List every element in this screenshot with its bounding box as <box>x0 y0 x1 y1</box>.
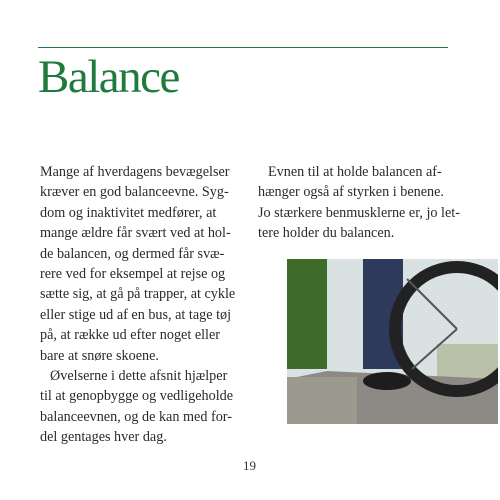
text-line: del gentages hver dag. <box>40 429 167 446</box>
photo-shoe <box>363 372 411 390</box>
text-line: til at genopbygge og vedligeholde <box>40 388 234 405</box>
text-line: på, at række ud efter noget eller <box>40 327 221 344</box>
text-line: kræver en god balanceevne. Syg- <box>40 184 229 201</box>
photo-houses <box>437 344 498 379</box>
left-text-column <box>40 162 248 448</box>
text-line: rere ved for eksempel at rejse og <box>40 266 226 283</box>
page-title: Balance <box>38 51 179 103</box>
text-line: bare at snøre skoene. <box>40 347 159 364</box>
text-line: Evnen til at holde balancen af- <box>268 164 442 180</box>
text-line: de balancen, og dermed får svæ- <box>40 245 225 262</box>
text-line: Jo stærkere benmusklerne er, jo let- <box>258 204 460 221</box>
bicycle-photo <box>287 259 498 424</box>
page-number: 19 <box>243 458 256 473</box>
text-line: Mange af hverdagens bevægelser <box>40 164 230 180</box>
text-line: sætte sig, at gå på trapper, at cykle <box>40 286 236 303</box>
right-text-column <box>258 162 468 244</box>
text-line: Øvelserne i dette afsnit hjælper <box>50 368 228 385</box>
text-line: eller stige ud af en bus, at tage tøj <box>40 306 232 323</box>
title-rule <box>38 47 448 48</box>
photo-curb <box>287 377 357 424</box>
text-line: hænger også af styrken i benene. <box>258 184 444 201</box>
text-line: tere holder du balancen. <box>258 225 395 242</box>
text-line: balanceevnen, og de kan med for- <box>40 408 232 425</box>
text-line: dom og inaktivitet medfører, at <box>40 204 217 221</box>
text-line: mange ældre får svært ved at hol- <box>40 225 231 242</box>
photo-tree <box>287 259 327 369</box>
bicycle-photo-icon <box>287 259 498 424</box>
